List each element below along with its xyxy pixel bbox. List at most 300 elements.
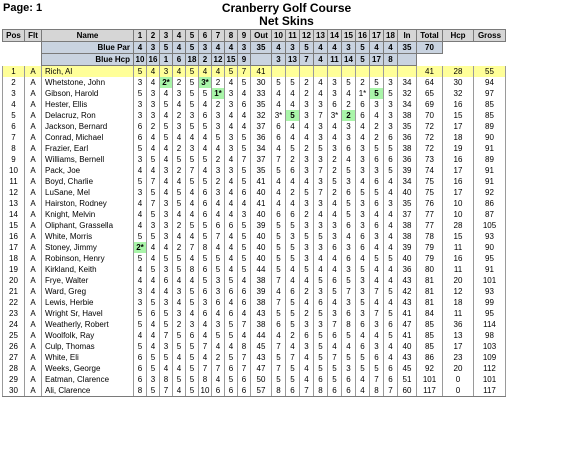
score-cell: 5 bbox=[199, 88, 212, 99]
score-cell: 4 bbox=[212, 198, 225, 209]
score-cell: 7 bbox=[300, 385, 314, 397]
par-out: 35 bbox=[251, 42, 272, 54]
hcp-cell: 36 bbox=[443, 319, 474, 330]
player-row bbox=[3, 132, 506, 143]
score-cell: 4 bbox=[384, 352, 398, 363]
score-cell: 3 bbox=[134, 297, 147, 308]
player-row bbox=[3, 341, 506, 352]
score-cell: 5 bbox=[356, 264, 370, 275]
score-cell: 6 bbox=[199, 308, 212, 319]
position-cell: 24 bbox=[3, 319, 25, 330]
out-total: 44 bbox=[251, 264, 272, 275]
score-cell: 4 bbox=[212, 341, 225, 352]
score-cell: 3 bbox=[356, 165, 370, 176]
par-value: 4 bbox=[384, 42, 398, 54]
hcp-cell: 18 bbox=[443, 132, 474, 143]
position-cell: 15 bbox=[3, 220, 25, 231]
score-cell: 7 bbox=[147, 198, 160, 209]
score-cell: 5 bbox=[356, 363, 370, 374]
score-cell: 3 bbox=[314, 176, 328, 187]
position-cell: 29 bbox=[3, 374, 25, 385]
out-total: 50 bbox=[251, 374, 272, 385]
score-cell: 2 bbox=[342, 99, 356, 110]
score-cell: 7 bbox=[272, 341, 286, 352]
flight-cell: A bbox=[25, 187, 42, 198]
report-subtitle: Net Skins bbox=[259, 14, 314, 28]
score-cell: 6 bbox=[342, 143, 356, 154]
score-cell: 4 bbox=[147, 341, 160, 352]
in-total: 38 bbox=[398, 110, 417, 121]
total-cell: 69 bbox=[417, 99, 443, 110]
score-cell: 3 bbox=[328, 88, 342, 99]
score-cell: 6 bbox=[134, 374, 147, 385]
score-cell: 3 bbox=[160, 231, 173, 242]
out-total: 43 bbox=[251, 308, 272, 319]
score-cell: 4 bbox=[300, 176, 314, 187]
score-cell: 3 bbox=[199, 297, 212, 308]
out-total: 39 bbox=[251, 286, 272, 297]
gross-cell: 90 bbox=[474, 242, 506, 253]
score-cell: 8 bbox=[272, 385, 286, 397]
position-cell: 21 bbox=[3, 286, 25, 297]
score-cell: 3 bbox=[225, 165, 238, 176]
total-cell: 85 bbox=[417, 319, 443, 330]
score-cell: 5 bbox=[286, 242, 300, 253]
player-name: Jackson, Bernard bbox=[42, 121, 134, 132]
score-cell: 4 bbox=[199, 99, 212, 110]
score-cell: 4 bbox=[328, 297, 342, 308]
score-cell: 2 bbox=[370, 132, 384, 143]
score-cell: 4 bbox=[225, 187, 238, 198]
total-cell: 76 bbox=[417, 198, 443, 209]
score-cell: 3 bbox=[314, 220, 328, 231]
score-cell: 6 bbox=[225, 220, 238, 231]
position-cell: 17 bbox=[3, 242, 25, 253]
score-cell: 5 bbox=[370, 77, 384, 88]
score-cell: 5 bbox=[173, 374, 186, 385]
score-cell: 5 bbox=[160, 253, 173, 264]
score-cell: 7 bbox=[212, 363, 225, 374]
score-cell: 3 bbox=[160, 220, 173, 231]
score-cell: 3 bbox=[314, 132, 328, 143]
score-cell: 2 bbox=[173, 319, 186, 330]
score-cell: 4 bbox=[186, 187, 199, 198]
score-cell: 4 bbox=[384, 231, 398, 242]
gross-cell: 103 bbox=[474, 341, 506, 352]
score-cell: 5 bbox=[199, 231, 212, 242]
score-cell: 5 bbox=[356, 352, 370, 363]
out-total: 33 bbox=[251, 88, 272, 99]
score-cell: 3 bbox=[342, 121, 356, 132]
in-total: 38 bbox=[398, 231, 417, 242]
score-cell: 6 bbox=[356, 110, 370, 121]
score-cell: 5 bbox=[272, 220, 286, 231]
score-cell: 5 bbox=[384, 308, 398, 319]
hcp-cell: 16 bbox=[443, 154, 474, 165]
score-cell: 5 bbox=[238, 242, 251, 253]
score-cell: 4 bbox=[272, 143, 286, 154]
score-cell: 3 bbox=[212, 110, 225, 121]
gross-cell: 86 bbox=[474, 198, 506, 209]
score-cell: 4 bbox=[356, 253, 370, 264]
score-cell: 8 bbox=[160, 374, 173, 385]
score-cell: 4 bbox=[199, 132, 212, 143]
score-cell: 8 bbox=[134, 385, 147, 397]
score-cell: 4 bbox=[199, 330, 212, 341]
par-value: 4 bbox=[370, 42, 384, 54]
player-row bbox=[3, 319, 506, 330]
flight-cell: A bbox=[25, 231, 42, 242]
score-cell: 6 bbox=[147, 308, 160, 319]
score-cell: 5 bbox=[134, 143, 147, 154]
par-value: 5 bbox=[356, 42, 370, 54]
score-cell: 3 bbox=[356, 143, 370, 154]
player-name: Stoney, Jimmy bbox=[42, 242, 134, 253]
in-total: 35 bbox=[398, 121, 417, 132]
player-row bbox=[3, 154, 506, 165]
score-cell: 5 bbox=[225, 352, 238, 363]
score-cell: 3 bbox=[356, 220, 370, 231]
in-total: 41 bbox=[398, 330, 417, 341]
score-cell: 3 bbox=[300, 198, 314, 209]
player-row bbox=[3, 88, 506, 99]
score-cell: 5 bbox=[134, 319, 147, 330]
total-cell: 85 bbox=[417, 330, 443, 341]
score-cell: 5 bbox=[238, 77, 251, 88]
column-header: 6 bbox=[199, 30, 212, 42]
score-cell: 4 bbox=[238, 88, 251, 99]
flight-cell: A bbox=[25, 88, 42, 99]
score-cell: 4 bbox=[314, 77, 328, 88]
player-row bbox=[3, 374, 506, 385]
flight-cell: A bbox=[25, 275, 42, 286]
hcp-cell: 17 bbox=[443, 187, 474, 198]
score-cell: 4 bbox=[147, 143, 160, 154]
score-cell: 2 bbox=[173, 110, 186, 121]
score-cell: 4 bbox=[225, 253, 238, 264]
score-cell: 4 bbox=[212, 209, 225, 220]
gross-cell: 93 bbox=[474, 231, 506, 242]
score-cell: 3 bbox=[370, 99, 384, 110]
score-cell: 5 bbox=[314, 352, 328, 363]
score-cell: 3 bbox=[160, 165, 173, 176]
total-cell: 80 bbox=[417, 264, 443, 275]
score-cell: 4 bbox=[356, 374, 370, 385]
score-cell: 5 bbox=[186, 286, 199, 297]
out-total: 45 bbox=[251, 341, 272, 352]
score-cell: 5 bbox=[342, 77, 356, 88]
score-cell: 6 bbox=[328, 242, 342, 253]
score-cell: 4 bbox=[300, 297, 314, 308]
score-cell: 5 bbox=[314, 231, 328, 242]
par-value: 4 bbox=[272, 42, 286, 54]
hcp-cell: 15 bbox=[443, 231, 474, 242]
score-cell bbox=[286, 66, 300, 78]
score-cell: 4 bbox=[173, 275, 186, 286]
in-total: 60 bbox=[398, 385, 417, 397]
score-cell: 6 bbox=[238, 374, 251, 385]
score-cell: 4 bbox=[384, 209, 398, 220]
score-cell: 4 bbox=[342, 231, 356, 242]
score-cell: 5 bbox=[286, 143, 300, 154]
hole-hcp: 10 bbox=[134, 54, 147, 66]
total-cell: 72 bbox=[417, 121, 443, 132]
score-cell: 4 bbox=[300, 374, 314, 385]
score-cell: 3 bbox=[356, 154, 370, 165]
par-value: 4 bbox=[173, 42, 186, 54]
score-cell: 5 bbox=[199, 154, 212, 165]
flight-cell: A bbox=[25, 352, 42, 363]
hcp-cell: 28 bbox=[443, 220, 474, 231]
score-cell: 4 bbox=[328, 198, 342, 209]
hcp-cell: 0 bbox=[443, 374, 474, 385]
player-row bbox=[3, 363, 506, 374]
score-cell: 4 bbox=[212, 66, 225, 78]
flight-cell: A bbox=[25, 198, 42, 209]
skin-score-cell: 5 bbox=[370, 88, 384, 99]
score-cell: 4 bbox=[356, 385, 370, 397]
score-cell: 4 bbox=[134, 165, 147, 176]
score-cell: 4 bbox=[225, 297, 238, 308]
position-cell: 26 bbox=[3, 341, 25, 352]
player-name: Robinson, Henry bbox=[42, 253, 134, 264]
player-name: Woolfolk, Ray bbox=[42, 330, 134, 341]
score-cell: 5 bbox=[225, 374, 238, 385]
score-cell: 4 bbox=[225, 209, 238, 220]
score-cell: 4 bbox=[186, 308, 199, 319]
hcp-cell: 16 bbox=[443, 176, 474, 187]
flight-cell: A bbox=[25, 297, 42, 308]
score-cell: 2 bbox=[328, 165, 342, 176]
par-value: 4 bbox=[225, 42, 238, 54]
par-row bbox=[3, 42, 506, 54]
position-cell: 4 bbox=[3, 99, 25, 110]
score-cell: 5 bbox=[160, 99, 173, 110]
score-cell: 3 bbox=[160, 264, 173, 275]
column-header: 3 bbox=[160, 30, 173, 42]
score-cell: 3 bbox=[186, 110, 199, 121]
score-cell: 4 bbox=[186, 231, 199, 242]
score-cell: 6 bbox=[384, 374, 398, 385]
score-cell: 5 bbox=[199, 275, 212, 286]
out-total: 40 bbox=[251, 231, 272, 242]
player-row bbox=[3, 264, 506, 275]
score-cell: 5 bbox=[286, 77, 300, 88]
skin-score-cell: 2* bbox=[134, 242, 147, 253]
score-cell: 6 bbox=[199, 187, 212, 198]
score-cell: 4 bbox=[186, 253, 199, 264]
score-cell: 3 bbox=[300, 253, 314, 264]
position-cell: 14 bbox=[3, 209, 25, 220]
score-cell: 3 bbox=[212, 165, 225, 176]
score-cell: 5 bbox=[286, 297, 300, 308]
gross-cell: 112 bbox=[474, 363, 506, 374]
score-cell: 2 bbox=[173, 242, 186, 253]
hcp-cell: 10 bbox=[443, 209, 474, 220]
score-cell: 7 bbox=[328, 352, 342, 363]
score-cell: 6 bbox=[272, 209, 286, 220]
total-cell: 72 bbox=[417, 143, 443, 154]
score-cell: 4 bbox=[186, 275, 199, 286]
player-row bbox=[3, 297, 506, 308]
score-cell: 7 bbox=[160, 330, 173, 341]
score-cell: 7 bbox=[314, 110, 328, 121]
score-cell: 4 bbox=[173, 132, 186, 143]
score-cell: 4 bbox=[212, 242, 225, 253]
score-cell: 5 bbox=[147, 352, 160, 363]
gross-cell: 55 bbox=[474, 66, 506, 78]
score-cell: 4 bbox=[173, 99, 186, 110]
score-cell: 4 bbox=[212, 308, 225, 319]
score-cell: 4 bbox=[147, 330, 160, 341]
score-cell: 2 bbox=[356, 77, 370, 88]
score-cell: 4 bbox=[199, 319, 212, 330]
score-cell: 6 bbox=[134, 363, 147, 374]
score-cell: 7 bbox=[212, 231, 225, 242]
score-cell: 5 bbox=[186, 385, 199, 397]
score-cell: 4 bbox=[328, 253, 342, 264]
column-header: Total bbox=[417, 30, 443, 42]
score-cell: 6 bbox=[199, 264, 212, 275]
score-cell: 6 bbox=[356, 99, 370, 110]
score-cell: 3 bbox=[342, 242, 356, 253]
player-name: LuSane, Mel bbox=[42, 187, 134, 198]
header-row bbox=[3, 30, 506, 42]
score-cell: 2 bbox=[300, 143, 314, 154]
score-cell: 4 bbox=[370, 110, 384, 121]
score-cell: 4 bbox=[199, 165, 212, 176]
flight-cell: A bbox=[25, 330, 42, 341]
score-cell: 6 bbox=[328, 99, 342, 110]
score-cell: 5 bbox=[272, 77, 286, 88]
score-cell: 5 bbox=[186, 220, 199, 231]
score-cell: 3 bbox=[134, 286, 147, 297]
flight-cell: A bbox=[25, 154, 42, 165]
par-value: 5 bbox=[300, 42, 314, 54]
score-cell: 2 bbox=[300, 308, 314, 319]
column-header: 14 bbox=[328, 30, 342, 42]
score-cell: 7 bbox=[199, 363, 212, 374]
in-total: 45 bbox=[398, 363, 417, 374]
score-cell: 5 bbox=[134, 253, 147, 264]
gross-cell: 94 bbox=[474, 77, 506, 88]
player-name: Culp, Thomas bbox=[42, 341, 134, 352]
hcp-cell: 17 bbox=[443, 121, 474, 132]
in-total: 40 bbox=[398, 341, 417, 352]
par-value: 3 bbox=[342, 42, 356, 54]
score-cell: 4 bbox=[286, 88, 300, 99]
score-cell: 5 bbox=[342, 275, 356, 286]
total-cell: 75 bbox=[417, 176, 443, 187]
score-cell: 5 bbox=[147, 187, 160, 198]
total-cell: 77 bbox=[417, 209, 443, 220]
score-cell: 7 bbox=[199, 341, 212, 352]
score-cell: 3 bbox=[356, 198, 370, 209]
skins-table bbox=[2, 29, 506, 397]
score-cell: 6 bbox=[328, 385, 342, 397]
score-cell: 5 bbox=[300, 264, 314, 275]
score-cell: 7 bbox=[238, 66, 251, 78]
score-cell: 4 bbox=[160, 363, 173, 374]
score-cell: 4 bbox=[272, 198, 286, 209]
score-cell: 4 bbox=[286, 99, 300, 110]
gross-cell: 85 bbox=[474, 110, 506, 121]
total-cell: 74 bbox=[417, 165, 443, 176]
score-cell: 6 bbox=[134, 352, 147, 363]
score-cell: 5 bbox=[272, 165, 286, 176]
score-cell: 5 bbox=[134, 88, 147, 99]
hole-hcp: 18 bbox=[186, 54, 199, 66]
position-cell: 16 bbox=[3, 231, 25, 242]
player-name: Ali, Clarence bbox=[42, 385, 134, 397]
score-cell: 3 bbox=[134, 110, 147, 121]
in-total: 34 bbox=[398, 176, 417, 187]
total-cell: 79 bbox=[417, 242, 443, 253]
hole-hcp: 11 bbox=[328, 54, 342, 66]
score-cell: 3 bbox=[314, 242, 328, 253]
score-cell: 3 bbox=[212, 286, 225, 297]
score-cell: 7 bbox=[384, 385, 398, 397]
out-total: 39 bbox=[251, 220, 272, 231]
flight-cell: A bbox=[25, 132, 42, 143]
total-cell: 65 bbox=[417, 88, 443, 99]
score-cell: 5 bbox=[238, 231, 251, 242]
score-cell: 3 bbox=[356, 308, 370, 319]
player-name: Oliphant, Grassella bbox=[42, 220, 134, 231]
score-cell: 7 bbox=[314, 165, 328, 176]
player-name: White, Eli bbox=[42, 352, 134, 363]
score-cell: 6 bbox=[272, 319, 286, 330]
column-header: 12 bbox=[300, 30, 314, 42]
column-header: 5 bbox=[186, 30, 199, 42]
player-row bbox=[3, 209, 506, 220]
hcp-cell: 20 bbox=[443, 363, 474, 374]
score-cell: 3 bbox=[147, 374, 160, 385]
score-cell: 2 bbox=[147, 121, 160, 132]
score-cell: 7 bbox=[238, 363, 251, 374]
position-cell: 28 bbox=[3, 363, 25, 374]
gross-cell: 97 bbox=[474, 88, 506, 99]
score-cell: 4 bbox=[225, 176, 238, 187]
score-cell: 4 bbox=[147, 242, 160, 253]
out-total: 30 bbox=[251, 77, 272, 88]
score-cell: 4 bbox=[272, 99, 286, 110]
in-total: 43 bbox=[398, 297, 417, 308]
score-cell: 5 bbox=[212, 330, 225, 341]
gross-cell: 92 bbox=[474, 187, 506, 198]
out-total: 47 bbox=[251, 363, 272, 374]
gross-cell: 90 bbox=[474, 132, 506, 143]
score-cell: 4 bbox=[300, 352, 314, 363]
score-cell: 4 bbox=[186, 132, 199, 143]
player-name: White, Morris bbox=[42, 231, 134, 242]
score-cell: 5 bbox=[370, 187, 384, 198]
score-cell: 4 bbox=[272, 88, 286, 99]
hcp-cell: 17 bbox=[443, 341, 474, 352]
score-cell: 4 bbox=[328, 121, 342, 132]
score-cell: 3 bbox=[370, 341, 384, 352]
par-value: 4 bbox=[134, 42, 147, 54]
score-cell: 6 bbox=[384, 319, 398, 330]
blank-cell bbox=[25, 54, 42, 66]
flight-cell: A bbox=[25, 385, 42, 397]
score-cell: 5 bbox=[328, 374, 342, 385]
score-cell: 3 bbox=[314, 154, 328, 165]
in-total: 41 bbox=[398, 308, 417, 319]
score-cell: 6 bbox=[225, 308, 238, 319]
score-cell: 5 bbox=[238, 132, 251, 143]
score-cell: 7 bbox=[370, 374, 384, 385]
